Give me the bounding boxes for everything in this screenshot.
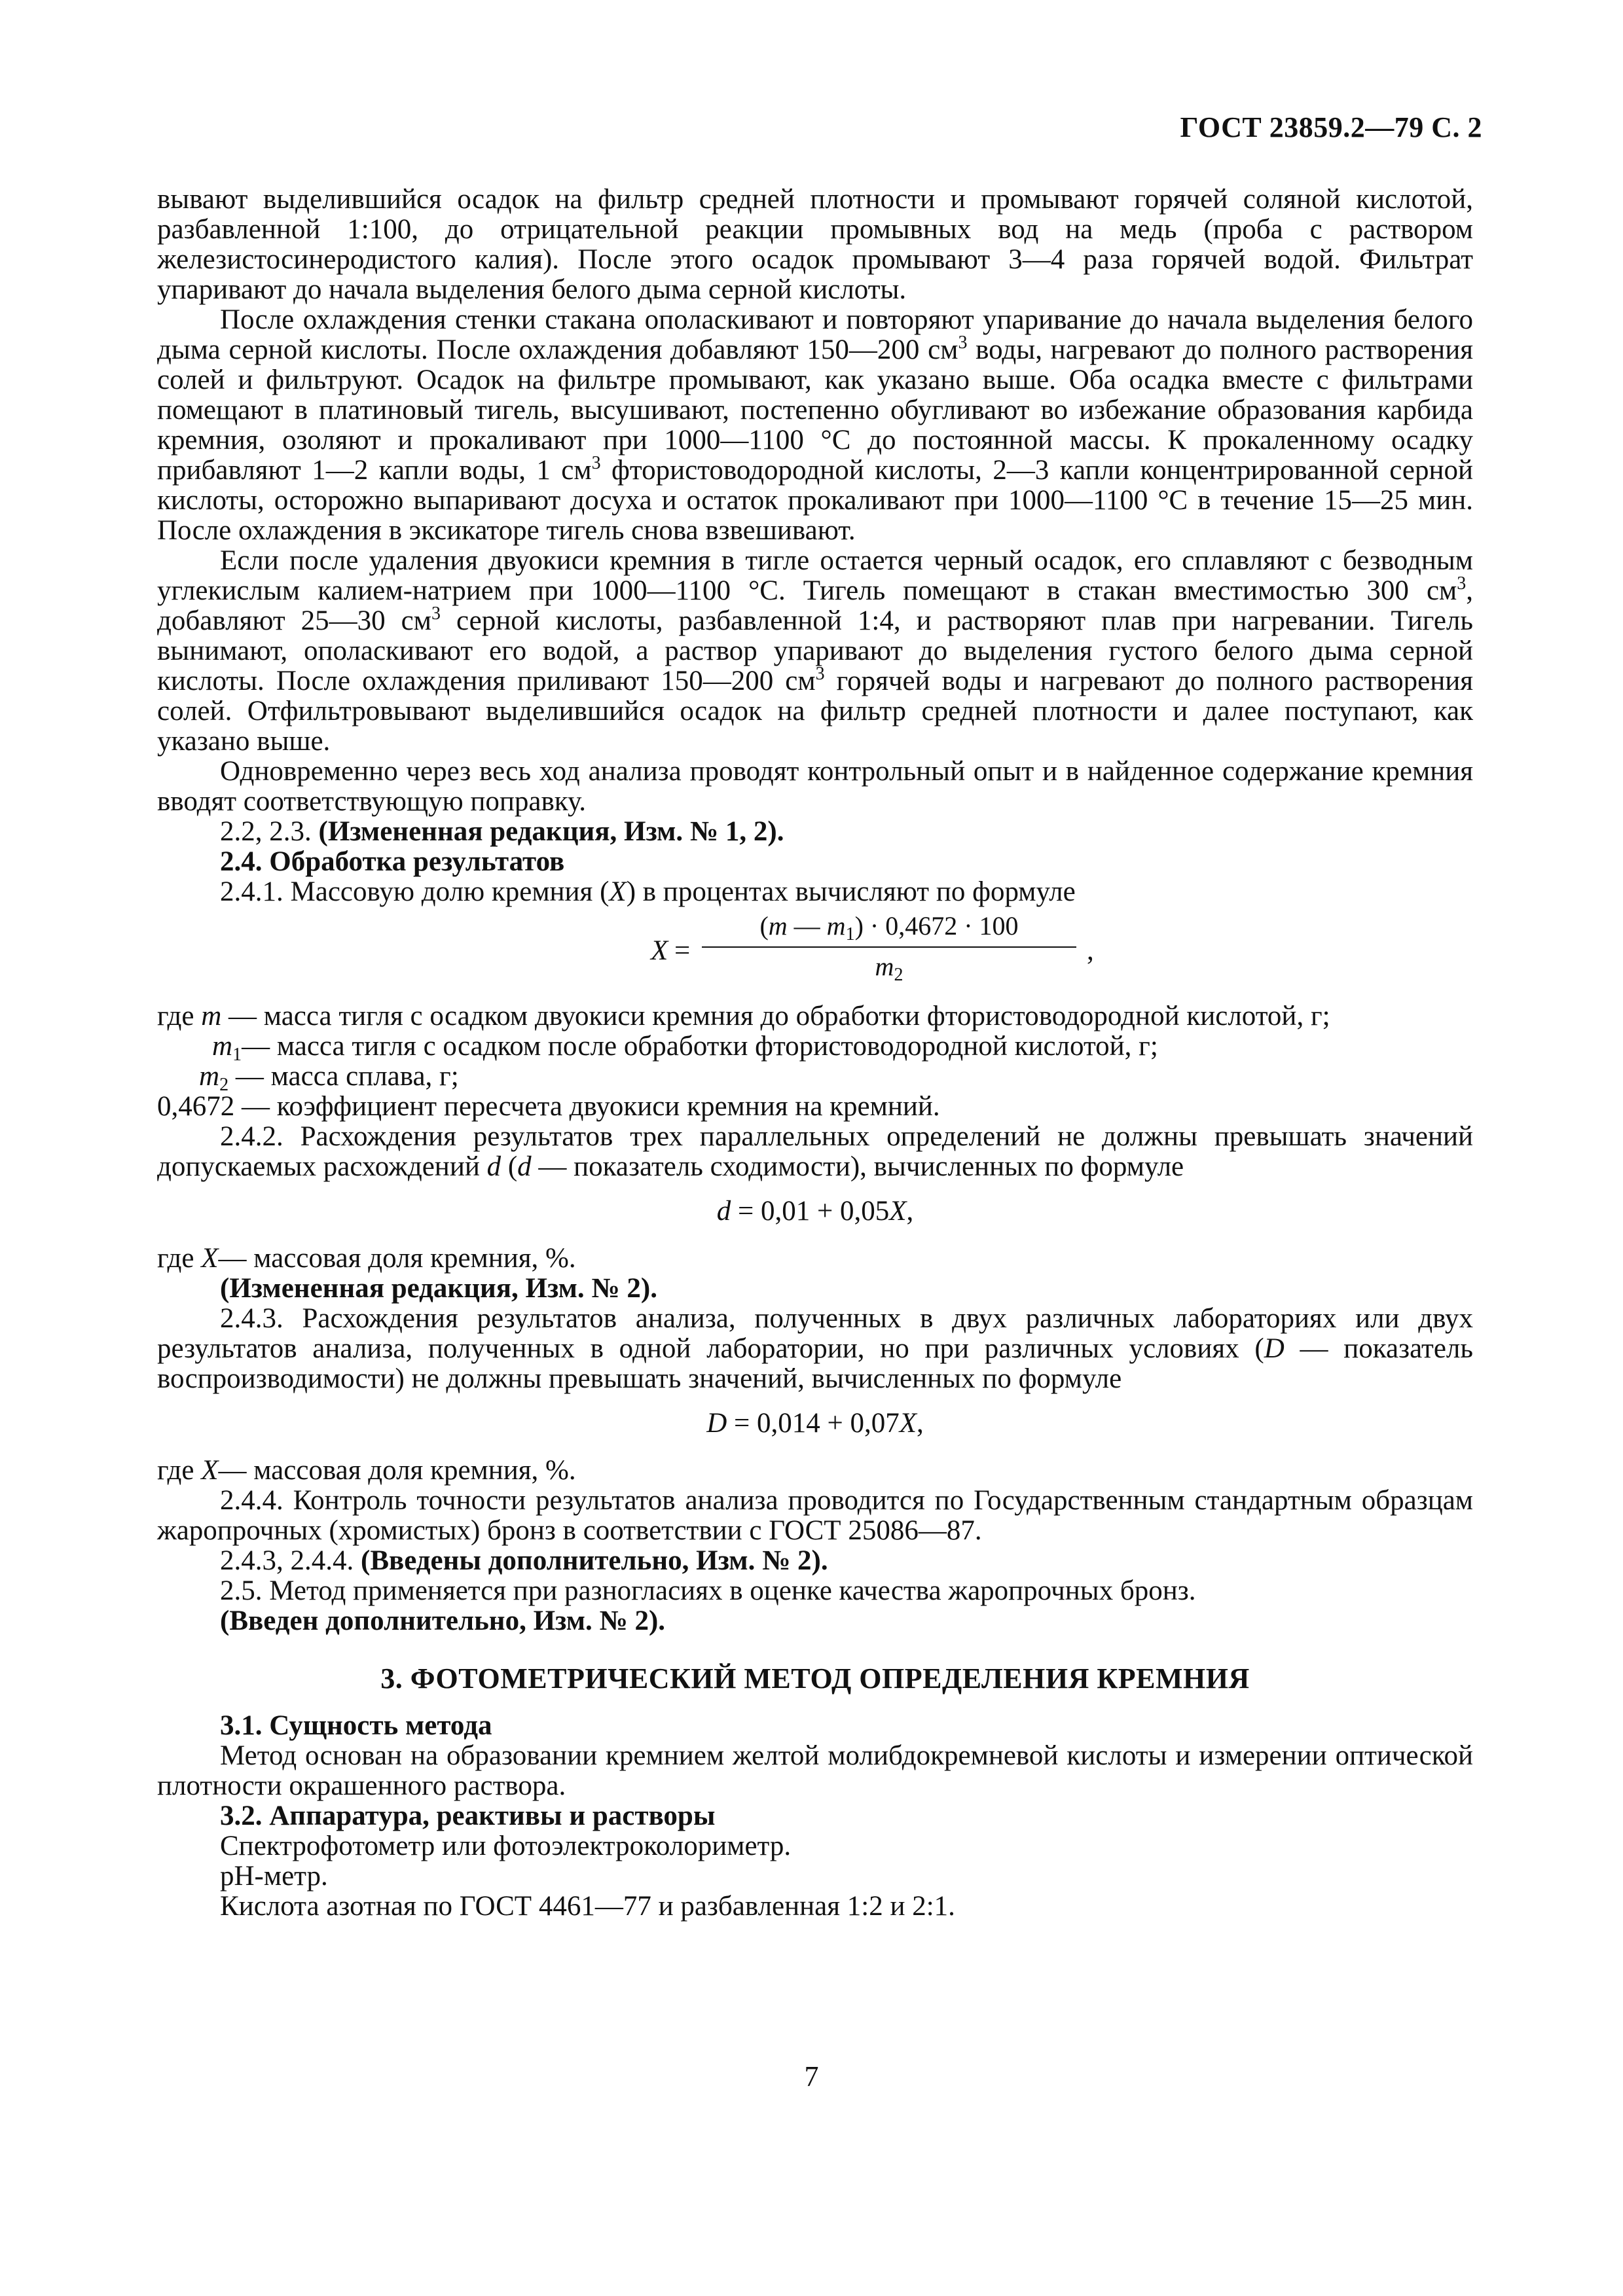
paragraph: Если после удаления двуокиси кремния в тигле остается черный осадок, его сплавляют с безводным углекислым калием-натрием при 1000—1100 °С. Тигель помещают в стакан вместимостью 300 $см^3$, добавляют 25—30 $см^3$ серной кислоты, разбавленной 1:4, и растворяют плав при нагревании. Тигель вынимают, ополаскивают его водой, а раствор упаривают до выделения густого белого дыма серной кислоты. После охлаждения приливают 150—200 $см^3$ горячей воды и нагревают до полного растворения солей. Отфильтровывают выделившийся осадок на фильтр средней плотности и далее поступают, как указано выше.	[157, 545, 1473, 757]
list-item: Кислота азотная по ГОСТ 4461—77 и разбавленная 1:2 и 2:1.	[220, 1891, 955, 1922]
amendment-note: (Введен дополнительно, Изм. № 2).	[220, 1605, 666, 1636]
fraction-denominator: $m_2$	[875, 952, 903, 985]
amendment-note: 2.4.3, 2.4.4. (Введены дополнительно, Изм. № 2).	[220, 1545, 828, 1576]
amendment-note: (Измененная редакция, Изм. № 2).	[220, 1273, 657, 1304]
definition-m: где m — масса тигля с осадком двуокиси кремния до обработки фтористоводородной кислотой, г;	[157, 1001, 1330, 1031]
definition-x: где X— массовая доля кремния, %.	[157, 1243, 576, 1274]
paragraph: Одновременно через весь ход анализа проводят контрольный опыт и в найденное содержание кремния вводят соответствующую поправку.	[157, 756, 1473, 817]
paragraph: 2.4.1. Массовую долю кремния (X) в процентах вычисляют по формуле	[220, 876, 1076, 907]
document-header: ГОСТ 23859.2—79 С. 2	[1180, 111, 1482, 143]
paragraph: Метод основан на образовании кремнием желтой молибдокремневой кислоты и измерении оптической плотности окрашенного раствора.	[157, 1740, 1473, 1801]
page-number: 7	[804, 2060, 819, 2092]
definition-coefficient: 0,4672 — коэффициент пересчета двуокиси кремния на кремний.	[157, 1091, 940, 1122]
paragraph: 2.4.2. Расхождения результатов трех параллельных определений не должны превышать значений допускаемых расхождений d (d — показатель сходимости), вычисленных по формуле	[157, 1121, 1473, 1182]
formula-repeatability: d = 0,01 + 0,05X,	[716, 1196, 914, 1227]
document-body	[157, 185, 1473, 1922]
paragraph: 2.4.4. Контроль точности результатов анализа проводится по Государственным стандартным образцам жаропрочных (хромистых) бронз в соответствии с ГОСТ 25086—87.	[157, 1485, 1473, 1546]
variable-definitions	[157, 1001, 1473, 1122]
subsection-heading: 2.4. Обработка результатов	[220, 846, 565, 877]
definition-m1: $m_1—$ масса тигля с осадком после обработки фтористоводородной кислотой, г;	[212, 1031, 1158, 1065]
fraction-numerator: (m — $m_1) \cdot 0,4672 \cdot 100$	[759, 911, 1019, 944]
fraction	[702, 911, 1076, 985]
list-item: Спектрофотометр или фотоэлектроколориметр.	[220, 1831, 792, 1861]
subsection-heading: 3.1. Сущность метода	[220, 1710, 492, 1741]
formula-mass-fraction: X = (m — $m_1) \cdot 0,4672 \cdot 100$ $m_2$ ,	[651, 911, 1094, 985]
list-item: pH-метр.	[220, 1861, 328, 1892]
subsection-heading: 3.2. Аппаратура, реактивы и растворы	[220, 1801, 716, 1831]
paragraph: После охлаждения стенки стакана ополаскивают и повторяют упаривание до начала выделения белого дыма серной кислоты. После охлаждения добавляют 150—200 $см^3$ воды, нагревают до полного растворения солей и фильтруют. Осадок на фильтре промывают, как указано выше. Оба осадка вместе с фильтрами помещают в платиновый тигель, высушивают, постепенно обугливают во избежание образования карбида кремния, озоляют и прокаливают при 1000—1100 °С до постоянной массы. К прокаленному осадку прибавляют 1—2 капли воды, 1 $см^3$ фтористоводородной кислоты, 2—3 капли концентрированной серной кислоты, осторожно выпаривают досуха и остаток прокаливают при 1000—1100 °С в течение 15—25 мин. После охлаждения в эксикаторе тигель снова взвешивают.	[157, 304, 1473, 546]
paragraph: 2.4.3. Расхождения результатов анализа, полученных в двух различных лабораториях или двух результатов анализа, полученных в одной лаборатории, но при различных условиях (D — показатель воспроизводимости) не должны превышать значений, вычисленных по формуле	[157, 1303, 1473, 1394]
definition-x: где X— массовая доля кремния, %.	[157, 1455, 576, 1486]
fraction-bar	[702, 946, 1076, 948]
section-title: 3. ФОТОМЕТРИЧЕСКИЙ МЕТОД ОПРЕДЕЛЕНИЯ КРЕМНИЯ	[380, 1662, 1250, 1695]
paragraph: вывают выделившийся осадок на фильтр средней плотности и промывают горячей соляной кислотой, разбавленной 1:100, до отрицательной реакции промывных вод на медь (проба с раствором железистосинеродистого калия). После этого осадок промывают 3—4 раза горячей водой. Фильтрат упаривают до начала выделения белого дыма серной кислоты.	[157, 184, 1473, 305]
paragraph: 2.5. Метод применяется при разногласиях в оценке качества жаропрочных бронз.	[220, 1575, 1196, 1606]
amendment-note: 2.2, 2.3. (Измененная редакция, Изм. № 1, 2).	[220, 816, 784, 847]
definition-m2: $m_2$ — масса сплава, г;	[199, 1061, 459, 1095]
formula-reproducibility: D = 0,014 + 0,07X,	[706, 1408, 924, 1439]
